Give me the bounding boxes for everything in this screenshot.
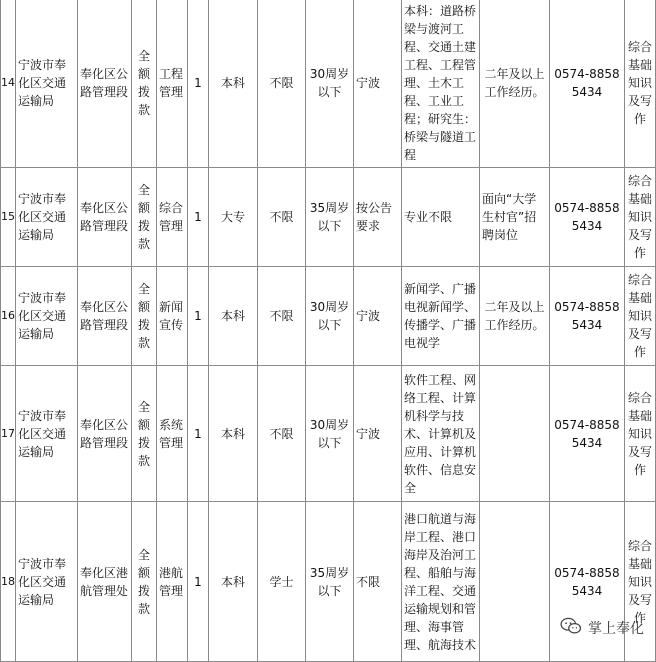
row-index: 14 — [1, 0, 16, 168]
watermark — [560, 617, 644, 639]
post-cell: 港航管理 — [157, 502, 188, 662]
count-cell: 1 — [188, 502, 209, 662]
funding-cell: 全额拨款 — [132, 267, 157, 366]
row-index: 18 — [1, 502, 16, 662]
row-index: 15 — [1, 168, 16, 267]
major-cell: 专业不限 — [402, 168, 480, 267]
phone-cell: 0574-88585434 — [550, 0, 625, 168]
count-cell: 1 — [188, 0, 209, 168]
hukou-cell: 宁波 — [354, 267, 402, 366]
education-cell: 大专 — [209, 168, 258, 267]
count-cell: 1 — [188, 168, 209, 267]
funding-cell: 全额拨款 — [132, 168, 157, 267]
education-cell: 本科 — [209, 366, 258, 502]
major-cell: 港口航道与海岸工程、港口海岸及治河工程、船舶与海洋工程、交通运输规划和管理、海事管理、航海技术 — [402, 502, 480, 662]
phone-cell: 0574-88585434 — [550, 502, 625, 662]
post-cell: 新闻宣传 — [157, 267, 188, 366]
age-cell: 30周岁以下 — [306, 0, 354, 168]
unit-cell: 奉化区公路管理段 — [78, 267, 132, 366]
exam-cell: 综合基础知识及写作 — [625, 168, 656, 267]
hukou-cell: 按公告要求 — [354, 168, 402, 267]
department-cell: 宁波市奉化区交通运输局 — [16, 267, 78, 366]
funding-cell: 全额拨款 — [132, 366, 157, 502]
other-cell: 面向“大学生村官”招聘岗位 — [480, 168, 550, 267]
table-row — [1, 502, 656, 662]
other-cell — [480, 366, 550, 502]
major-cell: 软件工程、网络工程、计算机科学与技术、计算机及应用、计算机软件、信息安全 — [402, 366, 480, 502]
age-cell: 35周岁以下 — [306, 168, 354, 267]
hukou-cell: 不限 — [354, 502, 402, 662]
row-index: 17 — [1, 366, 16, 502]
unit-cell: 奉化区公路管理段 — [78, 168, 132, 267]
age-cell: 35周岁以下 — [306, 502, 354, 662]
hukou-cell: 宁波 — [354, 366, 402, 502]
count-cell: 1 — [188, 267, 209, 366]
degree-cell: 不限 — [258, 168, 306, 267]
degree-cell: 学士 — [258, 502, 306, 662]
exam-cell: 综合基础知识及写作 — [625, 267, 656, 366]
post-cell: 综合管理 — [157, 168, 188, 267]
post-cell: 系统管理 — [157, 366, 188, 502]
table-row — [1, 0, 656, 168]
age-cell: 30周岁以下 — [306, 366, 354, 502]
count-cell: 1 — [188, 366, 209, 502]
other-cell — [480, 502, 550, 662]
department-cell: 宁波市奉化区交通运输局 — [16, 0, 78, 168]
education-cell: 本科 — [209, 0, 258, 168]
other-cell: 二年及以上工作经历。 — [480, 267, 550, 366]
phone-cell: 0574-88585434 — [550, 366, 625, 502]
table-row — [1, 168, 656, 267]
unit-cell: 奉化区港航管理处 — [78, 502, 132, 662]
hukou-cell: 宁波 — [354, 0, 402, 168]
table-row — [1, 366, 656, 502]
education-cell: 本科 — [209, 502, 258, 662]
exam-cell: 综合基础知识及写作 — [625, 366, 656, 502]
exam-cell: 综合基础知识及写作 — [625, 502, 656, 662]
department-cell: 宁波市奉化区交通运输局 — [16, 502, 78, 662]
department-cell: 宁波市奉化区交通运输局 — [16, 168, 78, 267]
phone-cell: 0574-88585434 — [550, 267, 625, 366]
row-index: 16 — [1, 267, 16, 366]
unit-cell: 奉化区公路管理段 — [78, 366, 132, 502]
funding-cell: 全额拨款 — [132, 0, 157, 168]
age-cell: 30周岁以下 — [306, 267, 354, 366]
degree-cell: 不限 — [258, 267, 306, 366]
post-cell: 工程管理 — [157, 0, 188, 168]
department-cell: 宁波市奉化区交通运输局 — [16, 366, 78, 502]
table-row — [1, 267, 656, 366]
degree-cell: 不限 — [258, 0, 306, 168]
watermark-text: 掌上奉化 — [588, 621, 644, 637]
degree-cell: 不限 — [258, 366, 306, 502]
education-cell: 本科 — [209, 267, 258, 366]
major-cell: 新闻学、广播电视新闻学、传播学、广播电视学 — [402, 267, 480, 366]
phone-cell: 0574-88585434 — [550, 168, 625, 267]
other-cell: 二年及以上工作经历。 — [480, 0, 550, 168]
major-cell: 本科：道路桥梁与渡河工程、交通土建工程、工程管理、土木工程、工业工程；研究生：桥梁与隧道工程 — [402, 0, 480, 168]
wechat-icon — [560, 617, 582, 639]
exam-cell: 综合基础知识及写作 — [625, 0, 656, 168]
funding-cell: 全额拨款 — [132, 502, 157, 662]
unit-cell: 奉化区公路管理段 — [78, 0, 132, 168]
